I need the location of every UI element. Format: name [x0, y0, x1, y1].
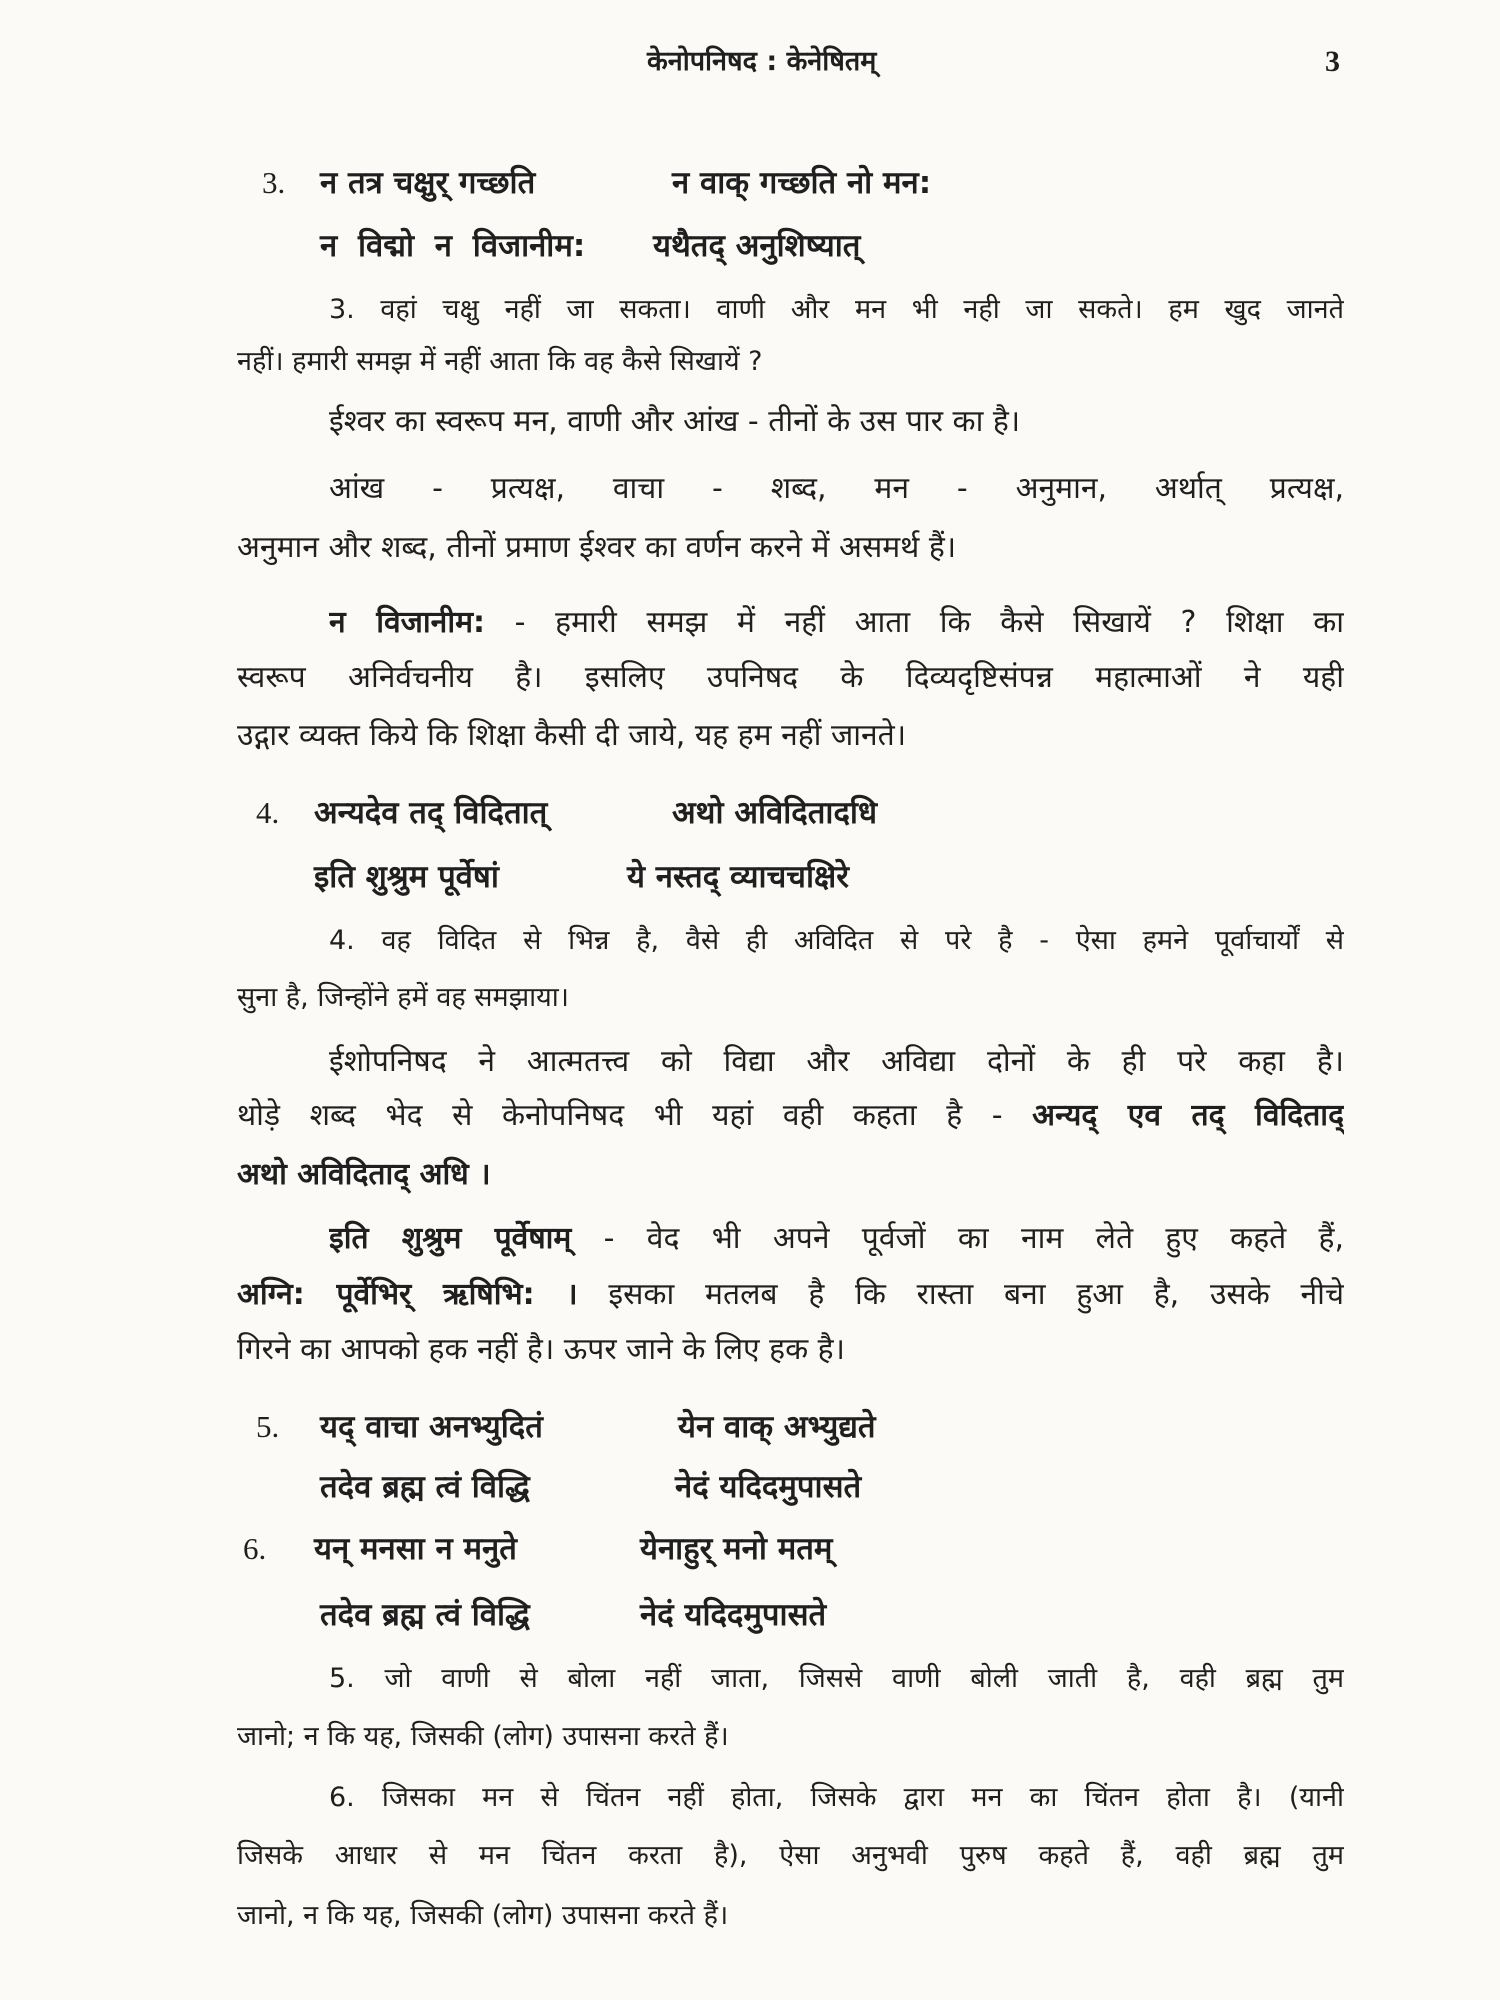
- commentary-line: नहीं। हमारी समझ में नहीं आता कि वह कैसे सिखायें ?: [237, 346, 763, 377]
- verse-line: यद् वाचा अनभ्युदितं: [320, 1409, 543, 1445]
- verse-line: येन वाक् अभ्युद्यते: [678, 1409, 876, 1445]
- page-number: 3: [1325, 45, 1340, 78]
- commentary-line: जानो; न कि यह, जिसकी (लोग) उपासना करते हैं।: [237, 1721, 729, 1752]
- bold-term: न विजानीम:: [329, 605, 486, 640]
- bold-quote: अग्नि: पूर्वेभिर् ऋषिभि: ।: [237, 1277, 578, 1312]
- verse-line: न तत्र चक्षुर् गच्छति: [320, 165, 536, 201]
- paragraph-line: आंख - प्रत्यक्ष, वाचा - शब्द, मन - अनुमान, अर्थात् प्रत्यक्ष,: [329, 471, 1344, 506]
- verse-line: नेदं यदिदमुपासते: [675, 1469, 862, 1505]
- paragraph-text: थोड़े शब्द भेद से केनोपनिषद भी यहां वही कहता है -: [237, 1098, 1033, 1133]
- paragraph-line: [237, 1150, 491, 1200]
- paragraph-line: अनुमान और शब्द, तीनों प्रमाण ईश्वर का वर्णन करने में असमर्थ हैं।: [237, 530, 957, 565]
- verse-line: अथो अविदितादधि: [672, 795, 878, 831]
- verse-line: तदेव ब्रह्म त्वं विद्धि: [320, 1469, 530, 1505]
- paragraph-line: उद्गार व्यक्त किये कि शिक्षा कैसी दी जाये, यह हम नहीं जानते।: [237, 718, 907, 753]
- paragraph-line: ईश्वर का स्वरूप मन, वाणी और आंख - तीनों के उस पार का है।: [329, 404, 1021, 439]
- commentary-line: सुना है, जिन्होंने हमें वह समझाया।: [237, 982, 569, 1013]
- verse-number: 4.: [256, 795, 280, 830]
- bold-quote: इति शुश्रुम पूर्वेषाम्: [329, 1221, 572, 1256]
- verse-line: ये नस्तद् व्याचचक्षिरे: [627, 859, 849, 895]
- verse-line: नेदं यदिदमुपासते: [640, 1597, 827, 1633]
- paragraph-line: गिरने का आपको हक नहीं है। ऊपर जाने के लिए हक है।: [237, 1332, 845, 1367]
- paragraph-line: ईशोपनिषद ने आत्मतत्त्व को विद्या और अविद्या दोनों के ही परे कहा है।: [329, 1044, 1344, 1079]
- bold-quote: अन्यद् एव तद् विदिताद्: [1032, 1098, 1344, 1133]
- verse-line: न वाक् गच्छति नो मन:: [672, 165, 932, 201]
- verse-line: यन् मनसा न मनुते: [314, 1531, 517, 1567]
- paragraph-text: - हमारी समझ में नहीं आता कि कैसे सिखायें ? शिक्षा का: [485, 605, 1344, 640]
- paragraph-line: [237, 1091, 1344, 1141]
- commentary-line: जानो, न कि यह, जिसकी (लोग) उपासना करते हैं।: [237, 1900, 729, 1931]
- verse-line: तदेव ब्रह्म त्वं विद्धि: [320, 1597, 530, 1633]
- verse-line: अन्यदेव तद् विदितात्: [314, 795, 548, 831]
- verse-line: येनाहुर् मनो मतम्: [640, 1531, 833, 1567]
- paragraph-line: [329, 598, 1344, 648]
- commentary-line: 6. जिसका मन से चिंतन नहीं होता, जिसके द्वारा मन का चिंतन होता है। (यानी: [329, 1782, 1344, 1813]
- commentary-line: 3. वहां चक्षु नहीं जा सकता। वाणी और मन भी नही जा सकते। हम खुद जानते: [329, 294, 1344, 325]
- bold-quote: अथो अविदिताद् अधि ।: [237, 1157, 491, 1192]
- commentary-line: 5. जो वाणी से बोला नहीं जाता, जिससे वाणी बोली जाती है, वही ब्रह्म तुम: [329, 1663, 1344, 1694]
- verse-line: न विद्मो न विजानीम:: [320, 228, 586, 264]
- paragraph-text: - वेद भी अपने पूर्वजों का नाम लेते हुए कहते हैं,: [571, 1221, 1344, 1256]
- verse-number: 5.: [256, 1409, 280, 1444]
- paragraph-line: स्वरूप अनिर्वचनीय है। इसलिए उपनिषद के दिव्यदृष्टिसंपन्न महात्माओं ने यही: [237, 660, 1344, 695]
- paragraph-text: इसका मतलब है कि रास्ता बना हुआ है, उसके नीचे: [577, 1277, 1344, 1312]
- commentary-line: 4. वह विदित से भिन्न है, वैसे ही अविदित से परे है - ऐसा हमने पूर्वाचार्यों से: [329, 925, 1344, 956]
- verse-line: यथैतद् अनुशिष्यात्: [653, 228, 861, 264]
- verse-line: इति शुश्रुम पूर्वेषां: [314, 859, 499, 895]
- verse-number: 6.: [243, 1531, 267, 1566]
- verse-number: 3.: [262, 165, 286, 200]
- paragraph-line: [237, 1270, 1344, 1320]
- commentary-line: जिसके आधार से मन चिंतन करता है), ऐसा अनुभवी पुरुष कहते हैं, वही ब्रह्म तुम: [237, 1840, 1344, 1871]
- paragraph-line: [329, 1214, 1344, 1264]
- running-header-title: केनोपनिषद : केनेषितम्: [647, 46, 877, 77]
